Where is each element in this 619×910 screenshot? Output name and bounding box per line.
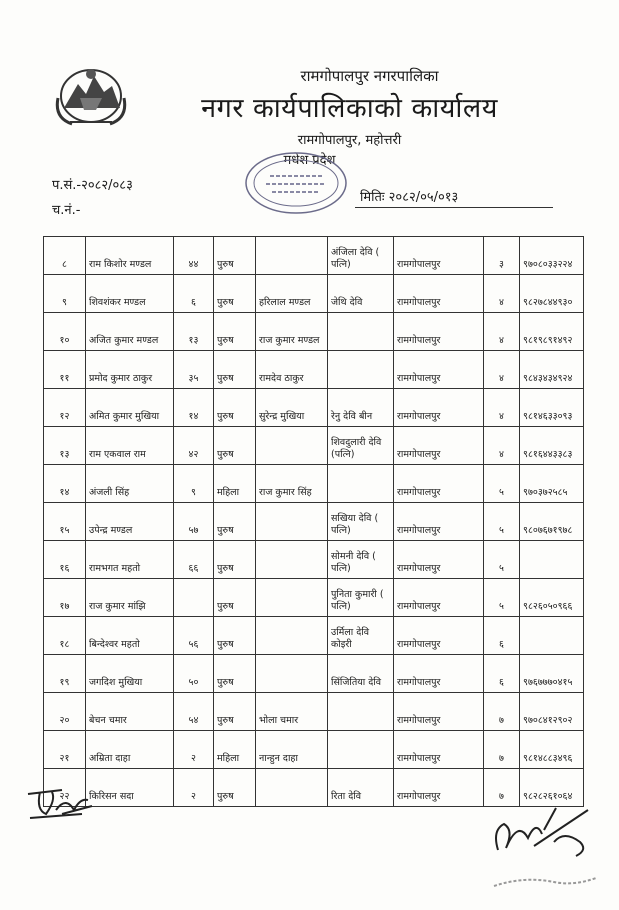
- cell-sn: १६: [44, 541, 86, 579]
- office-title: नगर कार्यपालिकाको कार्यालय: [201, 93, 498, 124]
- cell-age: ४२: [174, 427, 214, 465]
- cell-father: [256, 237, 328, 275]
- cell-age: [174, 579, 214, 617]
- cell-sn: १८: [44, 617, 86, 655]
- cell-spouse: सखिया देवि ( पत्नि): [328, 503, 394, 541]
- cell-name: जगदिश मुखिया: [86, 655, 174, 693]
- cell-spouse: रिता देवि: [328, 769, 394, 807]
- table-row: [44, 617, 584, 655]
- cell-address: रामगोपालपुर: [394, 769, 484, 807]
- cell-ward: ६: [484, 617, 520, 655]
- province-name: मधेश प्रदेश: [283, 153, 336, 168]
- cell-age: ५७: [174, 503, 214, 541]
- cell-address: रामगोपालपुर: [394, 427, 484, 465]
- cell-address: रामगोपालपुर: [394, 617, 484, 655]
- cell-ward: ४: [484, 389, 520, 427]
- cell-spouse: रेनु देवि बीन: [328, 389, 394, 427]
- cell-age: ९: [174, 465, 214, 503]
- cell-name: अंजली सिंह: [86, 465, 174, 503]
- cell-ward: ५: [484, 465, 520, 503]
- cell-father: रामदेव ठाकुर: [256, 351, 328, 389]
- cell-name: अमित कुमार मुखिया: [86, 389, 174, 427]
- cell-gender: पुरुष: [214, 655, 256, 693]
- cell-sn: १५: [44, 503, 86, 541]
- cell-ward: ४: [484, 275, 520, 313]
- cell-ward: ५: [484, 579, 520, 617]
- cell-gender: पुरुष: [214, 579, 256, 617]
- cell-sn: १३: [44, 427, 86, 465]
- cell-phone: ९७०८०३३२२४: [520, 237, 584, 275]
- cell-spouse: [328, 351, 394, 389]
- cell-name: रामभगत महतो: [86, 541, 174, 579]
- cell-age: ६६: [174, 541, 214, 579]
- cell-phone: ९८२७८४४९३०: [520, 275, 584, 313]
- cell-phone: ९८१९८९१४९२: [520, 313, 584, 351]
- cell-address: रामगोपालपुर: [394, 275, 484, 313]
- cell-address: रामगोपालपुर: [394, 731, 484, 769]
- cell-phone: [520, 541, 584, 579]
- cell-spouse: शिवदुलारी देवि (पत्नि): [328, 427, 394, 465]
- cell-phone: ९८१६४४३३८३: [520, 427, 584, 465]
- cell-gender: पुरुष: [214, 541, 256, 579]
- signature-left: [22, 780, 100, 822]
- cell-gender: पुरुष: [214, 389, 256, 427]
- table-row: [44, 503, 584, 541]
- cell-ward: ३: [484, 237, 520, 275]
- table-row: [44, 579, 584, 617]
- table-row: [44, 731, 584, 769]
- cell-gender: पुरुष: [214, 503, 256, 541]
- cell-gender: पुरुष: [214, 237, 256, 275]
- table-row: [44, 237, 584, 275]
- cell-spouse: [328, 465, 394, 503]
- cell-phone: ९८४३४३४९२४: [520, 351, 584, 389]
- cell-father: [256, 503, 328, 541]
- cell-sn: १०: [44, 313, 86, 351]
- cell-phone: ९८२६०५०९६६: [520, 579, 584, 617]
- cell-sn: १९: [44, 655, 86, 693]
- cell-address: रामगोपालपुर: [394, 693, 484, 731]
- cell-father: नान्हुन दाहा: [256, 731, 328, 769]
- cell-ward: ५: [484, 541, 520, 579]
- date-underline: [355, 207, 553, 208]
- cell-age: ५४: [174, 693, 214, 731]
- cell-ward: ४: [484, 351, 520, 389]
- cell-father: [256, 655, 328, 693]
- cell-gender: महिला: [214, 731, 256, 769]
- cell-gender: पुरुष: [214, 351, 256, 389]
- cell-sn: ८: [44, 237, 86, 275]
- cell-spouse: सिंजितिया देवि: [328, 655, 394, 693]
- cell-age: ५६: [174, 617, 214, 655]
- cell-sn: १४: [44, 465, 86, 503]
- cell-spouse: पुनिता कुमारी ( पत्नि): [328, 579, 394, 617]
- cell-spouse: [328, 313, 394, 351]
- cell-address: रामगोपालपुर: [394, 465, 484, 503]
- table-row: [44, 313, 584, 351]
- cell-name: राम किशोर मण्डल: [86, 237, 174, 275]
- cell-ward: ५: [484, 503, 520, 541]
- cell-name: बिन्देश्वर महतो: [86, 617, 174, 655]
- cell-sn: १७: [44, 579, 86, 617]
- cell-father: [256, 579, 328, 617]
- cell-sn: २०: [44, 693, 86, 731]
- table-row: [44, 427, 584, 465]
- cell-phone: ९८२८२६१०६४: [520, 769, 584, 807]
- cell-phone: ९७०८४१२९०२: [520, 693, 584, 731]
- signature-right: [484, 790, 604, 905]
- cell-father: राज कुमार मण्डल: [256, 313, 328, 351]
- table-row: [44, 693, 584, 731]
- cell-father: [256, 427, 328, 465]
- cell-name: उपेन्द्र मण्डल: [86, 503, 174, 541]
- cell-address: रामगोपालपुर: [394, 389, 484, 427]
- table-row: [44, 465, 584, 503]
- cell-sn: १२: [44, 389, 86, 427]
- cell-gender: पुरुष: [214, 693, 256, 731]
- cell-name: राम एकवाल राम: [86, 427, 174, 465]
- municipality-name: रामगोपालपुर नगरपालिका: [300, 67, 439, 85]
- cell-ward: ७: [484, 731, 520, 769]
- cell-name: बेचन चमार: [86, 693, 174, 731]
- cell-age: १३: [174, 313, 214, 351]
- cell-father: [256, 541, 328, 579]
- cell-address: रामगोपालपुर: [394, 503, 484, 541]
- cell-sn: २१: [44, 731, 86, 769]
- cell-ward: ४: [484, 427, 520, 465]
- cell-spouse: [328, 731, 394, 769]
- letter-ps-number: प.सं.-२०८२/०८३: [52, 178, 133, 193]
- cell-name: शिवशंकर मण्डल: [86, 275, 174, 313]
- cell-address: रामगोपालपुर: [394, 579, 484, 617]
- cell-spouse: उर्मिला देवि कोइरी: [328, 617, 394, 655]
- cell-spouse: अंजिला देवि ( पत्नि): [328, 237, 394, 275]
- table-row: [44, 275, 584, 313]
- cell-father: हरिलाल मण्डल: [256, 275, 328, 313]
- beneficiary-table: [43, 236, 584, 807]
- cell-age: १४: [174, 389, 214, 427]
- cell-age: २: [174, 769, 214, 807]
- cell-sn: ९: [44, 275, 86, 313]
- cell-sn: ११: [44, 351, 86, 389]
- cell-name: राज कुमार मांझि: [86, 579, 174, 617]
- cell-phone: ९७६७७७०४१५: [520, 655, 584, 693]
- cell-father: [256, 769, 328, 807]
- cell-phone: ९८०७६७१९७८: [520, 503, 584, 541]
- table-row: [44, 351, 584, 389]
- cell-father: राज कुमार सिंह: [256, 465, 328, 503]
- cell-phone: ९८१४८८३४९६: [520, 731, 584, 769]
- table-row: [44, 389, 584, 427]
- cell-age: ६: [174, 275, 214, 313]
- cell-ward: ७: [484, 769, 520, 807]
- cell-gender: महिला: [214, 465, 256, 503]
- cell-name: अजित कुमार मण्डल: [86, 313, 174, 351]
- cell-father: सुरेन्द्र मुखिया: [256, 389, 328, 427]
- cell-ward: ४: [484, 313, 520, 351]
- office-stamp: [240, 148, 352, 218]
- office-location: रामगोपालपुर, महोत्तरी: [297, 133, 402, 148]
- cell-phone: ९७०३७२५८५: [520, 465, 584, 503]
- letter-ch-number: च.नं.-: [52, 203, 81, 218]
- cell-spouse: जेथि देवि: [328, 275, 394, 313]
- cell-address: रामगोपालपुर: [394, 655, 484, 693]
- letter-date: मितिः २०८२/०५/०१३: [360, 190, 459, 205]
- cell-ward: ६: [484, 655, 520, 693]
- cell-ward: ७: [484, 693, 520, 731]
- cell-phone: ९८१४६३३०९३: [520, 389, 584, 427]
- cell-gender: पुरुष: [214, 427, 256, 465]
- cell-age: ५०: [174, 655, 214, 693]
- cell-gender: पुरुष: [214, 769, 256, 807]
- cell-name: अम्रिता दाहा: [86, 731, 174, 769]
- cell-age: ४४: [174, 237, 214, 275]
- cell-address: रामगोपालपुर: [394, 351, 484, 389]
- cell-name: प्रमोद कुमार ठाकुर: [86, 351, 174, 389]
- cell-phone: [520, 617, 584, 655]
- cell-gender: पुरुष: [214, 275, 256, 313]
- cell-gender: पुरुष: [214, 617, 256, 655]
- cell-father: [256, 617, 328, 655]
- cell-gender: पुरुष: [214, 313, 256, 351]
- cell-address: रामगोपालपुर: [394, 541, 484, 579]
- cell-sn: २२: [44, 769, 86, 807]
- cell-address: रामगोपालपुर: [394, 237, 484, 275]
- cell-spouse: सोमनी देवि ( पत्नि): [328, 541, 394, 579]
- cell-age: ३५: [174, 351, 214, 389]
- cell-spouse: [328, 693, 394, 731]
- cell-address: रामगोपालपुर: [394, 313, 484, 351]
- table-row: [44, 655, 584, 693]
- cell-age: २: [174, 731, 214, 769]
- cell-name: किरिसन सदा: [86, 769, 174, 807]
- cell-father: भोला चमार: [256, 693, 328, 731]
- table-row: [44, 541, 584, 579]
